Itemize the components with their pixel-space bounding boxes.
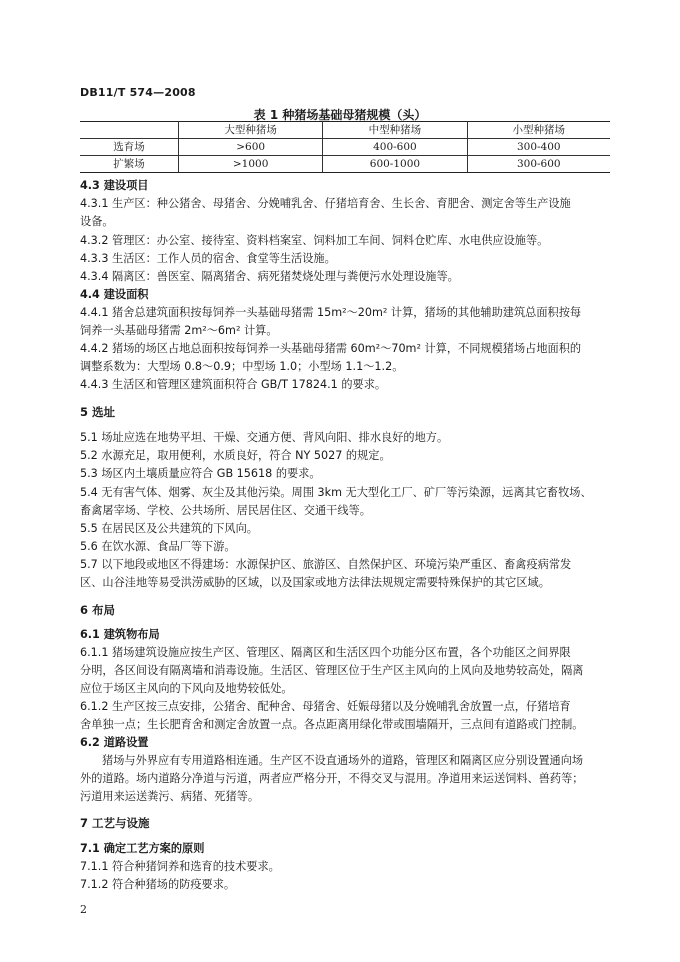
table-header-cell: 小型种猪场 [467, 122, 610, 139]
text-line: 区、山谷洼地等易受洪涝威胁的区域，以及国家或地方法律法规规定需要特殊保护的其它区域。 [80, 576, 550, 589]
text-line: 畜禽屠宰场、学校、公共场所、居民居住区、交通干线等。 [80, 504, 371, 517]
text-line: 4.3.4 隔离区：兽医室、隔离猪舍、病死猪焚烧处理与粪便污水处理设施等。 [80, 270, 459, 283]
text-line: 饲养一头基础母猪需 2m²～6m² 计算。 [80, 324, 278, 337]
text-line: 4.3.3 生活区：工作人员的宿舍、食堂等生活设施。 [80, 252, 336, 265]
standard-code: DB11/T 574—2008 [80, 86, 196, 99]
table-cell: 扩繁场 [80, 156, 179, 173]
clause-heading: 6.1 建筑物布局 [80, 628, 160, 641]
text-line: 4.3.2 管理区：办公室、接待室、资料档案室、饲料加工车间、饲料仓贮库、水电供应设施等。 [80, 234, 549, 247]
text-line: 6.1.2 生产区按三点安排，公猪舍、配种舍、母猪舍、妊娠母猪以及分娩哺乳舍放置一点，仔猪培育 [80, 700, 571, 713]
clause-heading: 4.4 建设面积 [80, 288, 149, 301]
text-line: 5.6 在饮水源、食品厂等下游。 [80, 540, 236, 553]
text-line: 5.7 以下地段或地区不得建场：水源保护区、旅游区、自然保护区、环境污染严重区、畜禽疫病常发 [80, 558, 572, 571]
text-line: 5.3 场区内土壤质量应符合 GB 15618 的要求。 [80, 467, 321, 480]
text-line: 舍单独一点；生长肥育舍和测定舍放置一点。各点距离用绿化带或围墙隔开，三点间有道路或门控制。 [80, 718, 584, 731]
text-line: 4.3.1 生产区：种公猪舍、母猪舍、分娩哺乳舍、仔猪培育舍、生长舍、育肥舍、测定舍等生产设施 [80, 197, 571, 210]
table-cell: 400-600 [323, 139, 467, 156]
sow-scale-table [80, 121, 610, 173]
table-cell: >600 [179, 139, 323, 156]
clause-heading: 6.2 道路设置 [80, 736, 149, 749]
text-line: 猪场与外界应有专用道路相连通。生产区不设直通场外的道路，管理区和隔离区应分别设置通向场 [102, 754, 584, 767]
text-line: 6.1.1 猪场建筑设施应按生产区、管理区、隔离区和生活区四个功能分区布置，各个功能区之间界限 [80, 646, 571, 659]
table-cell: 600-1000 [323, 156, 467, 173]
text-line: 5.1 场址应选在地势平坦、干燥、交通方便、背风向阳、排水良好的地方。 [80, 431, 449, 444]
text-line: 7.1.2 符合种猪场的防疫要求。 [80, 878, 236, 891]
clause-heading: 7.1 确定工艺方案的原则 [80, 842, 205, 855]
table-row [80, 156, 610, 173]
section-heading: 7 工艺与设施 [80, 816, 150, 830]
table-row [80, 139, 610, 156]
text-line: 外的道路。场内道路分净道与污道，两者应严格分开，不得交叉与混用。净道用来运送饲料、兽药等； [80, 772, 584, 785]
clause-heading: 4.3 建设项目 [80, 179, 149, 192]
table-header-cell: 大型种猪场 [179, 122, 323, 139]
table-caption: 表 1 种猪场基础母猪规模（头） [253, 108, 427, 122]
table-cell: 选育场 [80, 139, 179, 156]
text-line: 分明，各区间设有隔离墙和消毒设施。生活区、管理区位于生产区主风向的上风向及地势较高处，隔离 [80, 664, 584, 677]
text-line: 调整系数为：大型场 0.8～0.9；中型场 1.0；小型场 1.1～1.2。 [80, 360, 404, 373]
text-line: 4.4.3 生活区和管理区建筑面积符合 GB/T 17824.1 的要求。 [80, 378, 387, 391]
table-header-cell: 中型种猪场 [323, 122, 467, 139]
table-cell: >1000 [179, 156, 323, 173]
table-cell: 300-400 [467, 139, 610, 156]
text-line: 污道用来运送粪污、病猪、死猪等。 [80, 790, 260, 803]
section-heading: 5 选址 [80, 405, 116, 419]
text-line: 4.4.1 猪舍总建筑面积按每饲养一头基础母猪需 15m²～20m² 计算，猪场的其他辅助建筑总面积按每 [80, 306, 582, 319]
text-line: 5.5 在居民区及公共建筑的下风向。 [80, 522, 258, 535]
table-cell: 300-600 [467, 156, 610, 173]
page-number: 2 [80, 903, 87, 916]
table-header-cell [80, 122, 179, 139]
text-line: 应位于场区主风向的下风向及地势较低处。 [80, 682, 293, 695]
text-line: 5.2 水源充足，取用便利，水质良好，符合 NY 5027 的规定。 [80, 449, 391, 462]
text-line: 5.4 无有害气体、烟雾、灰尘及其他污染。周围 3km 无大型化工厂、矿厂等污染源，远离其它畜牧场、 [80, 486, 592, 499]
text-line: 设备。 [80, 215, 114, 228]
table-header-row [80, 122, 610, 139]
text-line: 7.1.1 符合种猪饲养和选育的技术要求。 [80, 860, 280, 873]
section-heading: 6 布局 [80, 603, 116, 617]
text-line: 4.4.2 猪场的场区占地总面积按每饲养一头基础母猪需 60m²～70m² 计算，不同规模猪场占地面积的 [80, 342, 582, 355]
